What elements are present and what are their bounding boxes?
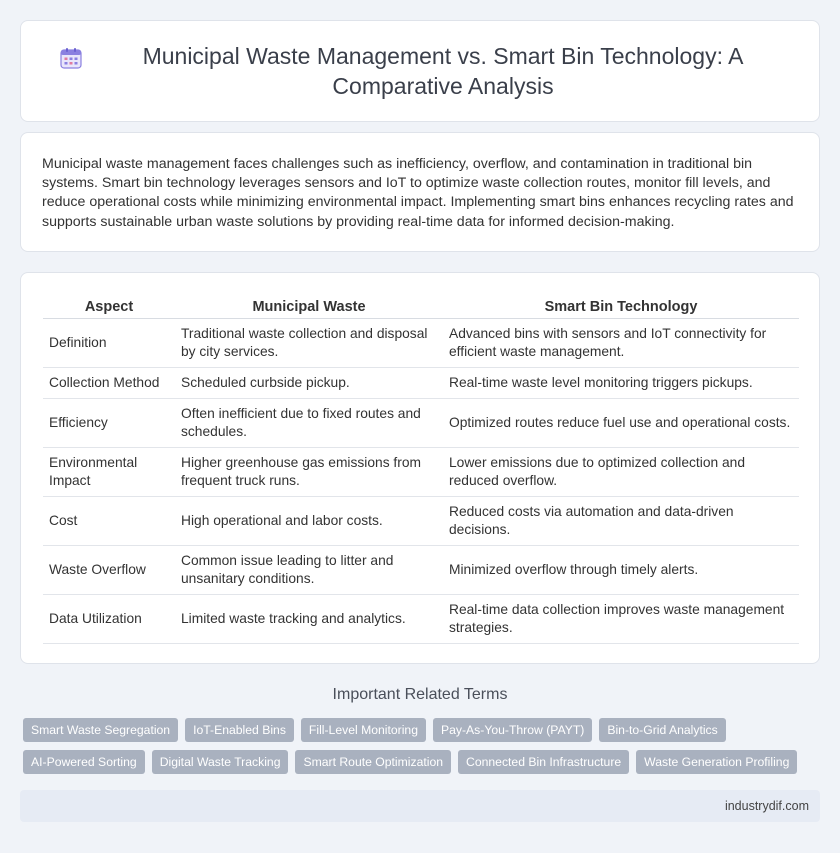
tag-smart-waste-segregation[interactable]: Smart Waste Segregation xyxy=(23,718,178,742)
row-municipal: Limited waste tracking and analytics. xyxy=(175,595,443,644)
comparison-table xyxy=(43,295,799,644)
calendar-icon xyxy=(60,47,82,69)
intro-paragraph: Municipal waste management faces challenges such as inefficiency, overflow, and contamination in traditional bin systems. Smart bin technology leverages sensors and IoT to optimize waste collection routes, monitor fill levels, and reduce operational costs while minimizing environmental impact. Implementing smart bins enhances recycling rates and supports sustainable urban waste solutions by providing real-time data for informed decision-making. xyxy=(42,156,794,230)
table-row xyxy=(43,546,799,595)
footer-site-link[interactable]: industrydif.com xyxy=(724,799,809,813)
tag-digital-waste-tracking[interactable]: Digital Waste Tracking xyxy=(152,750,289,774)
table-row xyxy=(43,319,799,368)
page-title: Municipal Waste Management vs. Smart Bin Technology: A Comparative Analysis xyxy=(142,43,744,99)
tag-payt[interactable]: Pay-As-You-Throw (PAYT) xyxy=(433,718,592,742)
row-aspect: Efficiency xyxy=(43,399,175,448)
footer-bar xyxy=(20,790,820,822)
tag-fill-level-monitoring[interactable]: Fill-Level Monitoring xyxy=(301,718,426,742)
row-aspect: Data Utilization xyxy=(43,595,175,644)
tag-bin-to-grid-analytics[interactable]: Bin-to-Grid Analytics xyxy=(599,718,725,742)
row-smart-bin: Real-time data collection improves waste management strategies. xyxy=(443,595,799,644)
row-aspect: Environmental Impact xyxy=(43,448,175,497)
related-terms-tags xyxy=(23,718,823,782)
table-row xyxy=(43,448,799,497)
row-aspect: Collection Method xyxy=(43,368,175,399)
row-smart-bin: Lower emissions due to optimized collection and reduced overflow. xyxy=(443,448,799,497)
table-row xyxy=(43,497,799,546)
header-municipal-waste: Municipal Waste xyxy=(175,295,443,319)
tag-ai-powered-sorting[interactable]: AI-Powered Sorting xyxy=(23,750,145,774)
header-card xyxy=(20,20,820,122)
row-municipal: Traditional waste collection and disposal by city services. xyxy=(175,319,443,368)
table-header-row xyxy=(43,295,799,319)
table-row xyxy=(43,595,799,644)
header-aspect: Aspect xyxy=(43,295,175,319)
row-smart-bin: Optimized routes reduce fuel use and operational costs. xyxy=(443,399,799,448)
row-municipal: High operational and labor costs. xyxy=(175,497,443,546)
row-municipal: Higher greenhouse gas emissions from frequent truck runs. xyxy=(175,448,443,497)
row-municipal: Scheduled curbside pickup. xyxy=(175,368,443,399)
row-smart-bin: Real-time waste level monitoring triggers pickups. xyxy=(443,368,799,399)
row-smart-bin: Minimized overflow through timely alerts. xyxy=(443,546,799,595)
table-row xyxy=(43,399,799,448)
tag-row-1 xyxy=(23,718,823,742)
tag-smart-route-optimization[interactable]: Smart Route Optimization xyxy=(295,750,451,774)
tag-iot-enabled-bins[interactable]: IoT-Enabled Bins xyxy=(185,718,294,742)
tag-row-2 xyxy=(23,750,823,774)
row-aspect: Definition xyxy=(43,319,175,368)
tag-connected-bin-infrastructure[interactable]: Connected Bin Infrastructure xyxy=(458,750,629,774)
intro-card xyxy=(20,132,820,252)
row-aspect: Cost xyxy=(43,497,175,546)
row-aspect: Waste Overflow xyxy=(43,546,175,595)
row-municipal: Often inefficient due to fixed routes and schedules. xyxy=(175,399,443,448)
related-terms-title: Important Related Terms xyxy=(332,686,508,703)
row-municipal: Common issue leading to litter and unsanitary conditions. xyxy=(175,546,443,595)
table-row xyxy=(43,368,799,399)
row-smart-bin: Reduced costs via automation and data-driven decisions. xyxy=(443,497,799,546)
comparison-table-card xyxy=(20,272,820,664)
tag-waste-generation-profiling[interactable]: Waste Generation Profiling xyxy=(636,750,797,774)
header-smart-bin: Smart Bin Technology xyxy=(443,295,799,319)
row-smart-bin: Advanced bins with sensors and IoT connectivity for efficient waste management. xyxy=(443,319,799,368)
